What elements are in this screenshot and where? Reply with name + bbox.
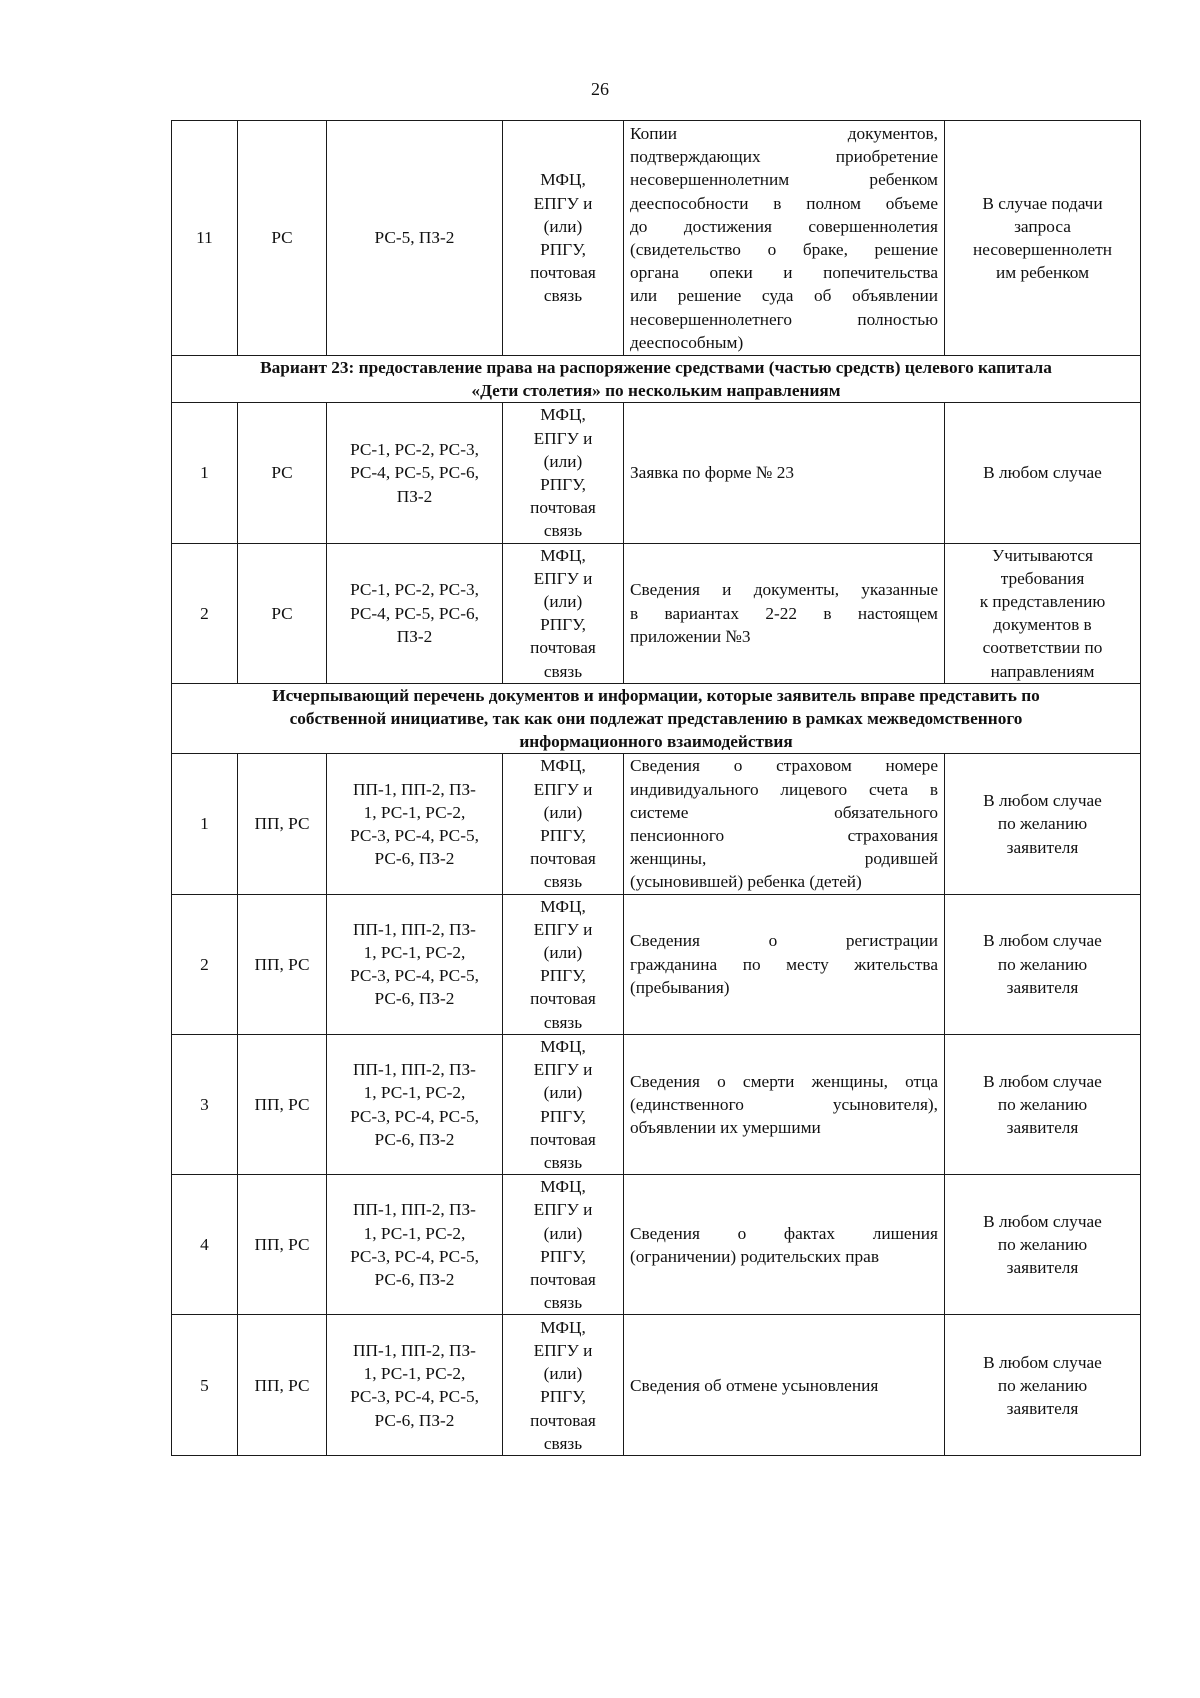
document-line: подтверждающих приобретение	[630, 147, 938, 167]
row-number: 3	[172, 1034, 238, 1174]
channel-line: связь	[543, 1433, 583, 1453]
submission-channel	[503, 1175, 624, 1315]
submission-channel	[503, 894, 624, 1034]
applicant-category: ПП, РС	[238, 1175, 327, 1315]
documents-table	[171, 120, 1141, 1456]
codes-line: РС-3, РС-4, РС-5,	[350, 1246, 479, 1266]
document-line: системе обязательного	[630, 802, 938, 822]
table-row	[172, 543, 1141, 683]
note-line: документов в	[993, 615, 1092, 635]
note-line: к представлению	[979, 592, 1106, 612]
channel-line: связь	[543, 872, 583, 892]
codes-line: РС-1, РС-2, РС-3,	[350, 580, 479, 600]
note-line: заявителя	[1006, 1398, 1079, 1418]
note-line: В любом случае	[983, 1352, 1102, 1372]
channel-line: почтовая	[530, 1129, 596, 1149]
document-line: пенсионного страхования	[630, 826, 938, 846]
document-line: женщины, родившей	[630, 849, 938, 869]
document-line: Сведения о смерти женщины, отца	[630, 1071, 938, 1091]
channel-line: РПГУ,	[540, 966, 586, 986]
row-number: 2	[172, 894, 238, 1034]
document-description	[624, 754, 945, 894]
channel-line: почтовая	[530, 263, 596, 283]
note-line: несовершеннолетн	[972, 240, 1112, 259]
document-line: Копии документов,	[630, 123, 938, 143]
codes-line: РС-6, ПЗ-2	[374, 1129, 455, 1149]
document-line: Сведения о фактах лишения	[630, 1223, 938, 1243]
note-line: Учитываются	[991, 545, 1093, 565]
applicant-category: ПП, РС	[238, 754, 327, 894]
note-line: по желанию	[997, 1235, 1088, 1255]
channel-line: РПГУ,	[540, 240, 586, 259]
channel-line: МФЦ,	[540, 405, 586, 425]
channel-line: ЕПГУ и	[533, 1060, 593, 1080]
channel-line: РПГУ,	[540, 1387, 586, 1407]
document-description	[624, 1315, 945, 1456]
channel-line: (или)	[543, 451, 583, 471]
section-header-row	[172, 356, 1141, 403]
codes-line: РС-1, РС-2, РС-3,	[350, 440, 479, 460]
channel-line: (или)	[543, 943, 583, 963]
channel-line: почтовая	[530, 498, 596, 518]
codes-line: РС-6, ПЗ-2	[374, 1269, 455, 1289]
note-line: по желанию	[997, 814, 1088, 834]
document-line: (ограничении) родительских прав	[630, 1246, 880, 1266]
codes-line: РС-6, ПЗ-2	[374, 849, 455, 869]
channel-line: (или)	[543, 1223, 583, 1243]
row-number: 1	[172, 403, 238, 543]
section-title-line: собственной инициативе, так как они подлежат представлению в рамках межведомственного	[289, 709, 1023, 729]
table-row	[172, 1034, 1141, 1174]
document-line: дееспособным)	[630, 332, 744, 352]
channel-line: ЕПГУ и	[533, 1340, 593, 1360]
criteria-codes	[327, 543, 503, 683]
note-line: В случае подачи	[982, 193, 1103, 213]
document-line: индивидуального лицевого счета в	[630, 779, 938, 799]
table-row	[172, 121, 1141, 356]
table-row	[172, 1175, 1141, 1315]
section-title-line: информационного взаимодействия	[519, 732, 793, 752]
note-line: по желанию	[997, 1094, 1088, 1114]
codes-line: РС-6, ПЗ-2	[374, 1410, 455, 1430]
applicant-category: РС	[238, 543, 327, 683]
condition-note	[945, 121, 1141, 356]
criteria-codes	[327, 1034, 503, 1174]
document-line: объявлении их умершими	[630, 1118, 821, 1138]
codes-line: РС-3, РС-4, РС-5,	[350, 1106, 479, 1126]
channel-line: МФЦ,	[540, 1317, 586, 1337]
document-line: (пребывания)	[630, 977, 730, 997]
codes-line: ПЗ-2	[396, 626, 433, 646]
document-line: (усыновившей) ребенка (детей)	[630, 872, 862, 892]
applicant-category: ПП, РС	[238, 894, 327, 1034]
document-description	[624, 1175, 945, 1315]
channel-line: связь	[543, 1152, 583, 1172]
section-title-line: «Дети столетия» по нескольким направлениям	[471, 381, 841, 401]
document-line: Сведения о регистрации	[630, 931, 938, 951]
criteria-codes	[327, 403, 503, 543]
codes-line: РС-5, ПЗ-2	[374, 228, 455, 248]
row-number: 4	[172, 1175, 238, 1315]
codes-line: РС-3, РС-4, РС-5,	[350, 966, 479, 986]
submission-channel	[503, 1315, 624, 1456]
criteria-codes	[327, 754, 503, 894]
channel-line: (или)	[543, 592, 583, 612]
document-line: Заявка по форме № 23	[630, 463, 795, 483]
condition-note	[945, 754, 1141, 894]
note-line: В любом случае	[983, 791, 1102, 811]
codes-line: РС-6, ПЗ-2	[374, 989, 455, 1009]
note-line: запроса	[1014, 216, 1071, 236]
channel-line: РПГУ,	[540, 1106, 586, 1126]
condition-note	[945, 1175, 1141, 1315]
channel-line: РПГУ,	[540, 475, 586, 495]
document-line: несовершеннолетнего полностью	[630, 309, 938, 329]
note-line: заявителя	[1006, 977, 1079, 997]
criteria-codes	[327, 1315, 503, 1456]
document-line: Сведения об отмене усыновления	[630, 1375, 879, 1395]
channel-line: почтовая	[530, 1410, 596, 1430]
document-description	[624, 543, 945, 683]
codes-line: 1, РС-1, РС-2,	[363, 802, 466, 822]
page-number: 26	[591, 79, 609, 99]
channel-line: (или)	[543, 216, 583, 236]
document-description	[624, 403, 945, 543]
section-title-line: Вариант 23: предоставление права на распоряжение средствами (частью средств) целевого капитала	[260, 358, 1052, 377]
note-line: им ребенком	[995, 263, 1090, 283]
row-number: 5	[172, 1315, 238, 1456]
document-description	[624, 1034, 945, 1174]
criteria-codes	[327, 121, 503, 356]
channel-line: МФЦ,	[540, 545, 586, 565]
condition-note	[945, 894, 1141, 1034]
codes-line: 1, РС-1, РС-2,	[363, 1364, 466, 1384]
channel-line: почтовая	[530, 849, 596, 869]
note-line: направлениям	[990, 661, 1095, 681]
channel-line: связь	[543, 1293, 583, 1313]
codes-line: ПП-1, ПП-2, ПЗ-	[353, 779, 476, 799]
channel-line: РПГУ,	[540, 826, 586, 846]
note-line: В любом случае	[983, 463, 1102, 483]
note-line: В любом случае	[983, 1071, 1102, 1091]
document-line: гражданина по месту жительства	[630, 954, 938, 974]
channel-line: связь	[543, 661, 583, 681]
document-line: (единственного усыновителя),	[630, 1094, 938, 1114]
channel-line: (или)	[543, 1364, 583, 1384]
codes-line: ПП-1, ПП-2, ПЗ-	[353, 919, 476, 939]
channel-line: МФЦ,	[540, 170, 586, 190]
submission-channel	[503, 1034, 624, 1174]
row-number: 2	[172, 543, 238, 683]
codes-line: ПП-1, ПП-2, ПЗ-	[353, 1200, 476, 1220]
channel-line: связь	[543, 521, 583, 541]
table-row	[172, 403, 1141, 543]
codes-line: 1, РС-1, РС-2,	[363, 1223, 466, 1243]
note-line: В любом случае	[983, 1211, 1102, 1231]
table-row	[172, 754, 1141, 894]
document-line: органа опеки и попечительства	[630, 263, 938, 283]
codes-line: 1, РС-1, РС-2,	[363, 943, 466, 963]
channel-line: почтовая	[530, 638, 596, 658]
channel-line: ЕПГУ и	[533, 1200, 593, 1220]
codes-line: ПЗ-2	[396, 486, 433, 506]
document-line: (свидетельство о браке, решение	[630, 240, 938, 259]
note-line: соответствии по	[982, 638, 1103, 658]
codes-line: ПП-1, ПП-2, ПЗ-	[353, 1340, 476, 1360]
condition-note	[945, 403, 1141, 543]
channel-line: ЕПГУ и	[533, 428, 593, 448]
document-line: дееспособности в полном объеме	[630, 193, 938, 213]
channel-line: почтовая	[530, 989, 596, 1009]
channel-line: связь	[543, 1012, 583, 1032]
variant-23-title	[172, 356, 1141, 403]
note-line: по желанию	[997, 1375, 1088, 1395]
note-line: заявителя	[1006, 1258, 1079, 1278]
applicant-category: РС	[238, 403, 327, 543]
channel-line: (или)	[543, 1083, 583, 1103]
channel-line: ЕПГУ и	[533, 919, 593, 939]
channel-line: ЕПГУ и	[533, 193, 593, 213]
submission-channel	[503, 543, 624, 683]
channel-line: связь	[543, 286, 583, 306]
document-line: до достижения совершеннолетия	[630, 216, 938, 236]
row-number: 1	[172, 754, 238, 894]
section-title-line: Исчерпывающий перечень документов и информации, которые заявитель вправе представить по	[272, 685, 1040, 705]
channel-line: МФЦ,	[540, 1036, 586, 1056]
submission-channel	[503, 121, 624, 356]
note-line: заявителя	[1006, 1118, 1079, 1138]
condition-note	[945, 1034, 1141, 1174]
criteria-codes	[327, 894, 503, 1034]
channel-line: (или)	[543, 802, 583, 822]
codes-line: РС-3, РС-4, РС-5,	[350, 1387, 479, 1407]
document-line: в вариантах 2-22 в настоящем	[630, 603, 938, 623]
document-line: несовершеннолетним ребенком	[630, 170, 938, 190]
channel-line: почтовая	[530, 1269, 596, 1289]
condition-note	[945, 543, 1141, 683]
codes-line: РС-4, РС-5, РС-6,	[350, 463, 479, 483]
channel-line: МФЦ,	[540, 896, 586, 916]
section-header-row	[172, 683, 1141, 754]
applicant-category: ПП, РС	[238, 1315, 327, 1456]
criteria-codes	[327, 1175, 503, 1315]
document-line: приложении №3	[630, 626, 751, 646]
submission-channel	[503, 403, 624, 543]
row-number: 11	[172, 121, 238, 356]
channel-line: МФЦ,	[540, 756, 586, 776]
note-line: заявителя	[1006, 837, 1079, 857]
channel-line: РПГУ,	[540, 615, 586, 635]
document-line: или решение суда об объявлении	[630, 286, 938, 306]
note-line: по желанию	[997, 954, 1088, 974]
codes-line: РС-3, РС-4, РС-5,	[350, 826, 479, 846]
document-description	[624, 121, 945, 356]
applicant-category: РС	[238, 121, 327, 356]
note-line: В любом случае	[983, 931, 1102, 951]
codes-line: 1, РС-1, РС-2,	[363, 1083, 466, 1103]
channel-line: МФЦ,	[540, 1177, 586, 1197]
codes-line: ПП-1, ПП-2, ПЗ-	[353, 1060, 476, 1080]
document-description	[624, 894, 945, 1034]
table-row	[172, 1315, 1141, 1456]
condition-note	[945, 1315, 1141, 1456]
table-row	[172, 894, 1141, 1034]
applicant-category: ПП, РС	[238, 1034, 327, 1174]
channel-line: ЕПГУ и	[533, 568, 593, 588]
document-line: Сведения о страховом номере	[630, 756, 938, 776]
own-initiative-title	[172, 683, 1141, 754]
channel-line: ЕПГУ и	[533, 779, 593, 799]
submission-channel	[503, 754, 624, 894]
document-line: Сведения и документы, указанные	[630, 580, 938, 600]
channel-line: РПГУ,	[540, 1246, 586, 1266]
note-line: требования	[1000, 568, 1085, 588]
codes-line: РС-4, РС-5, РС-6,	[350, 603, 479, 623]
